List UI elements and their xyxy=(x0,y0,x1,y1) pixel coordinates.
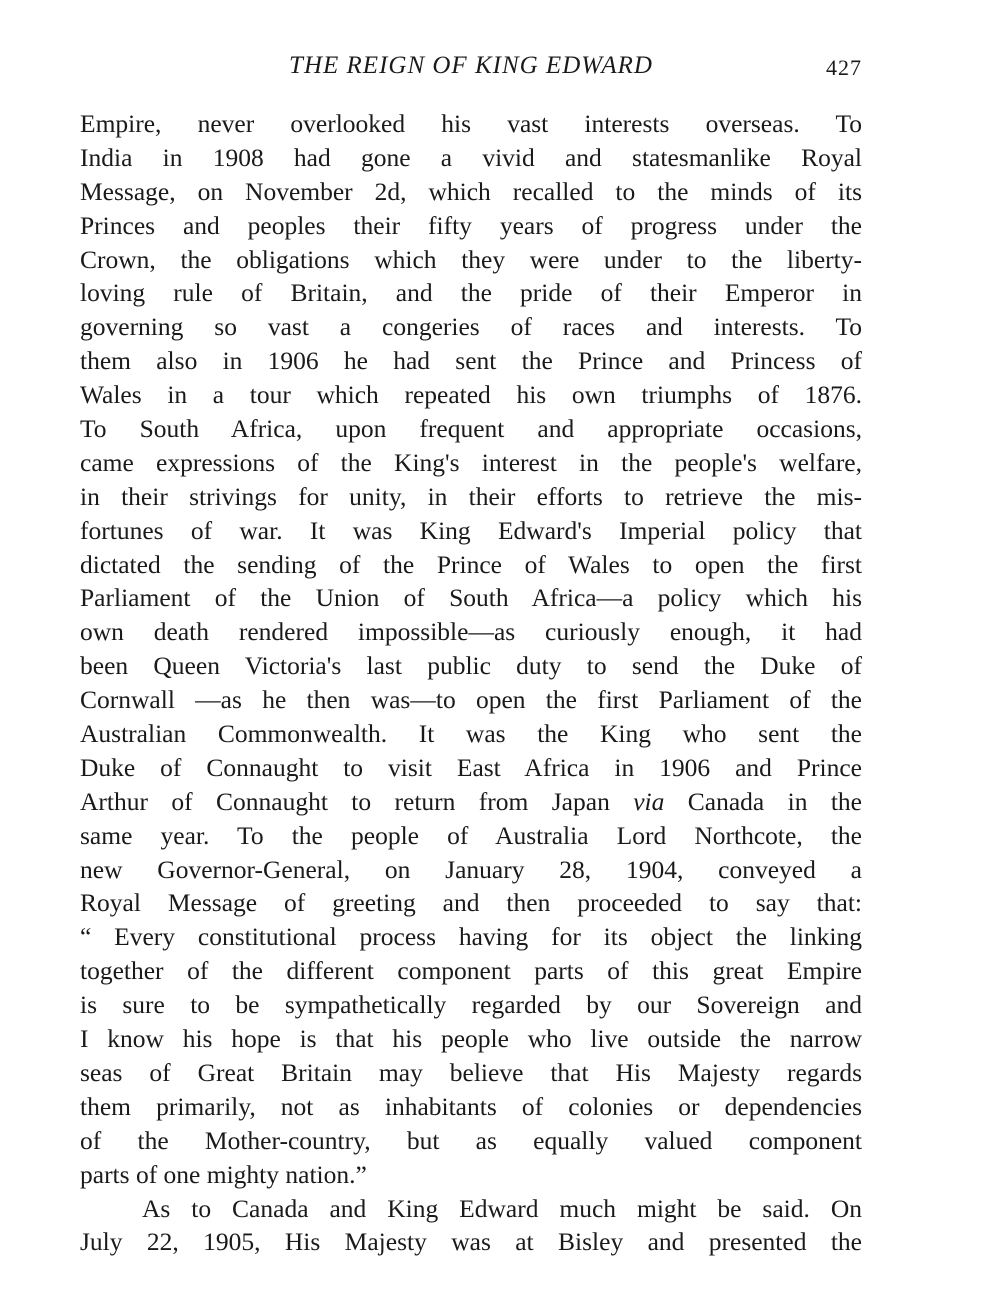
text-line: together of the different component parts of this great Empire xyxy=(80,956,862,986)
text-line: dictated the sending of the Prince of Wales to open the first xyxy=(80,549,862,579)
text-line: in their strivings for unity, in their efforts to retrieve the mis- xyxy=(80,481,862,511)
text-line: Royal Message of greeting and then proceeded to say that: xyxy=(80,888,862,918)
text-line: India in 1908 had gone a vivid and statesmanlike Royal xyxy=(80,142,862,172)
text-line: loving rule of Britain, and the pride of their Emperor in xyxy=(80,278,862,308)
text-line: July 22, 1905, His Majesty was at Bisley and presented the xyxy=(80,1227,862,1257)
text-line: Princes and peoples their fifty years of progress under the xyxy=(80,210,862,240)
text-line: Australian Commonwealth. It was the King who sent the xyxy=(80,719,862,749)
text-line: them also in 1906 he had sent the Prince and Princess of xyxy=(80,346,862,376)
running-header xyxy=(80,52,862,84)
line-tail: Canada in the xyxy=(687,786,862,816)
text-line: fortunes of war. It was King Edward's Imperial policy that xyxy=(80,515,862,545)
text-line: Crown, the obligations which they were under to the liberty- xyxy=(80,244,862,274)
text-line: seas of Great Britain may believe that His Majesty regards xyxy=(80,1057,862,1087)
text-line: I know his hope is that his people who live outside the narrow xyxy=(80,1024,862,1054)
running-title: THE REIGN OF KING EDWARD xyxy=(289,52,653,79)
text-line: Duke of Connaught to visit East Africa in 1906 and Prince xyxy=(80,752,862,782)
text-line: Empire, never overlooked his vast interests overseas. To xyxy=(80,109,862,138)
text-line: same year. To the people of Australia Lord Northcote, the xyxy=(80,820,862,850)
text-line: new Governor-General, on January 28, 1904, conveyed a xyxy=(80,854,862,884)
body-text xyxy=(80,107,862,1259)
paragraph-start-line: As to Canada and King Edward much might be said. On xyxy=(142,1193,862,1223)
text-line: is sure to be sympathetically regarded by our Sovereign and xyxy=(80,990,862,1020)
text-line: “ Every constitutional process having for its object the linking xyxy=(80,922,862,952)
text-line: came expressions of the King's interest in the people's welfare, xyxy=(80,447,862,477)
text-line: them primarily, not as inhabitants of colonies or dependencies xyxy=(80,1091,862,1121)
text-line: own death rendered impossible—as curiously enough, it had xyxy=(80,617,862,647)
text-line-with-italic xyxy=(80,785,862,819)
text-line: To South Africa, upon frequent and appropriate occasions, xyxy=(80,414,862,444)
text-line: Parliament of the Union of South Africa—a policy which his xyxy=(80,583,862,613)
text-line: been Queen Victoria's last public duty to send the Duke of xyxy=(80,651,862,681)
text-line: of the Mother-country, but as equally valued component xyxy=(80,1125,862,1155)
page-number: 427 xyxy=(826,55,862,80)
line-head: Arthur of Connaught to return from Japan xyxy=(80,786,610,816)
italic-word: via xyxy=(633,786,665,816)
text-line: Cornwall —as he then was—to open the first Parliament of the xyxy=(80,685,862,715)
text-line: Message, on November 2d, which recalled to the minds of its xyxy=(80,176,862,206)
paragraph-end-line: parts of one mighty nation.” xyxy=(80,1159,367,1189)
text-line: governing so vast a congeries of races and interests. To xyxy=(80,312,862,342)
text-line: Wales in a tour which repeated his own triumphs of 1876. xyxy=(80,380,862,410)
